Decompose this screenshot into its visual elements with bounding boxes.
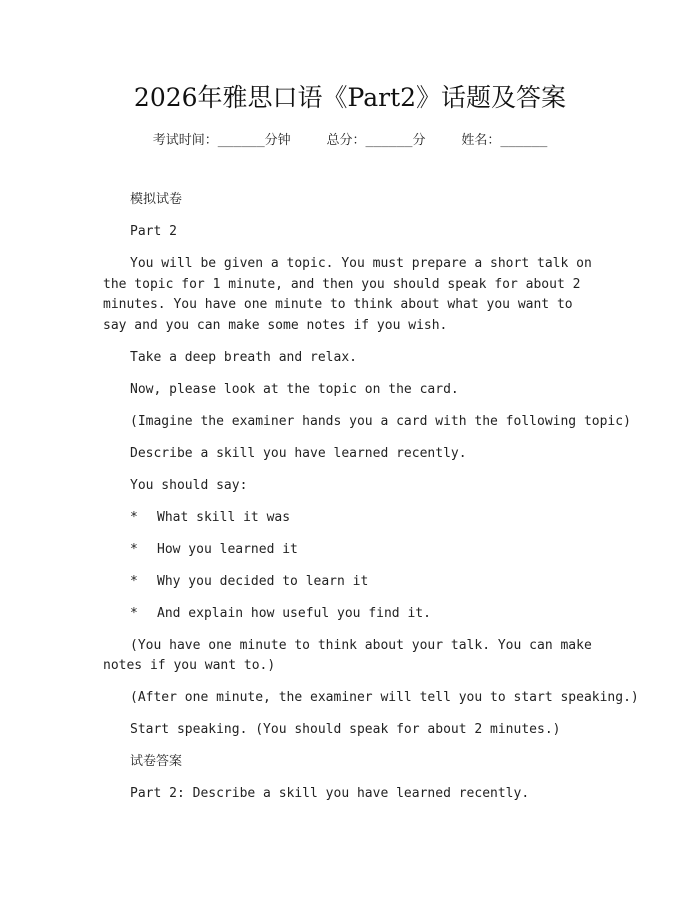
list-item bbox=[103, 540, 603, 561]
document-body bbox=[103, 190, 639, 816]
paragraph: You should say: bbox=[130, 477, 248, 493]
list-item-text: Why you decided to learn it bbox=[157, 573, 369, 589]
bullet-mark: * bbox=[130, 541, 138, 557]
list-item bbox=[103, 572, 603, 593]
paragraph: Take a deep breath and relax. bbox=[130, 349, 357, 365]
instructions-paragraph: You will be given a topic. You must prepare a short talk on the topic for 1 minute, and then you should speak for about 2 minutes. You have one minute to think about what you want to say and you can make some notes if you wish. bbox=[103, 256, 592, 333]
topic-card-text: Describe a skill you have learned recently. bbox=[130, 445, 467, 461]
section-heading: 模拟试卷 bbox=[130, 192, 183, 207]
paragraph: (You have one minute to think about your talk. You can make notes if you want to.) bbox=[103, 637, 592, 673]
bullet-mark: * bbox=[130, 573, 138, 589]
paragraph: Now, please look at the topic on the card. bbox=[130, 381, 459, 397]
list-item bbox=[103, 508, 603, 529]
list-item bbox=[103, 604, 603, 625]
paragraph: Start speaking. (You should speak for about 2 minutes.) bbox=[130, 722, 561, 737]
exam-name: 姓名：______ bbox=[461, 133, 548, 148]
part-label: Part 2 bbox=[130, 224, 177, 239]
answers-heading: 试卷答案 bbox=[130, 754, 183, 769]
list-item-text: How you learned it bbox=[157, 541, 298, 557]
exam-time: 考试时间：______分钟 bbox=[152, 133, 291, 148]
list-item-text: What skill it was bbox=[157, 509, 291, 525]
paragraph: Part 2: Describe a skill you have learned recently. bbox=[130, 786, 530, 801]
list-item-text: And explain how useful you find it. bbox=[157, 605, 431, 621]
bullet-mark: * bbox=[130, 605, 138, 621]
page-title: 2026年雅思口语《Part2》话题及答案 bbox=[133, 83, 567, 112]
paragraph: (Imagine the examiner hands you a card with the following topic) bbox=[130, 413, 631, 429]
exam-score: 总分：______分 bbox=[326, 133, 426, 148]
bullet-mark: * bbox=[130, 509, 138, 525]
exam-meta bbox=[0, 131, 700, 151]
paragraph: (After one minute, the examiner will tell you to start speaking.) bbox=[130, 690, 639, 705]
